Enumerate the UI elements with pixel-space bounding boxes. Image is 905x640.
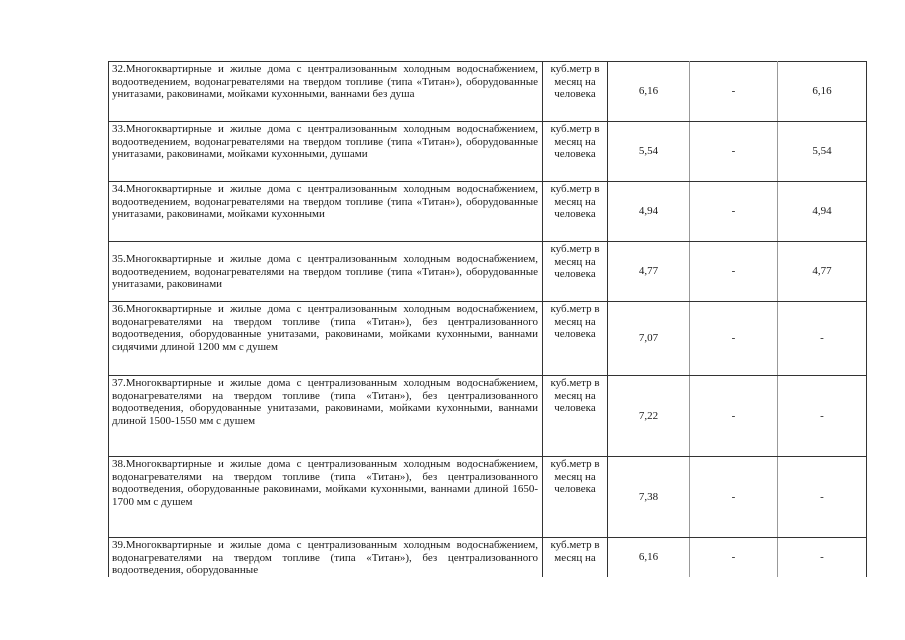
row-value-1: 4,94 <box>608 182 690 242</box>
table-row <box>109 457 867 538</box>
table-row <box>109 376 867 457</box>
row-description: 39.Многоквартирные и жилые дома с централизованным холодным водоснабжением, водонагревателями на твердом топливе (типа «Титан»), без централизованного водоотведения, оборудованные <box>109 538 543 578</box>
row-value-1: 6,16 <box>608 538 690 578</box>
row-description: 35.Многоквартирные и жилые дома с централизованным холодным водоснабжением, водоотведением, водонагревателями на твердом топливе (типа «Титан»), оборудованные унитазами, раковинами <box>109 242 543 302</box>
row-value-2: - <box>690 376 778 457</box>
row-value-1: 7,07 <box>608 302 690 376</box>
table-row <box>109 538 867 578</box>
table-row <box>109 62 867 122</box>
row-value-3: - <box>778 538 867 578</box>
row-value-1: 5,54 <box>608 122 690 182</box>
row-value-3: - <box>778 302 867 376</box>
row-value-2: - <box>690 302 778 376</box>
table-row <box>109 302 867 376</box>
table-row <box>109 242 867 302</box>
row-value-2: - <box>690 457 778 538</box>
row-description: 33.Многоквартирные и жилые дома с централизованным холодным водоснабжением, водоотведением, водонагревателями на твердом топливе (типа «Титан»), оборудованные унитазами, раковинами, мойками кухонными, душами <box>109 122 543 182</box>
consumption-norms-table <box>108 61 867 577</box>
row-description: 32.Многоквартирные и жилые дома с централизованным холодным водоснабжением, водоотведением, водонагревателями на твердом топливе (типа «Титан»), оборудованные унитазами, раковинами, мойками кухонными, ваннами без душа <box>109 62 543 122</box>
row-value-1: 6,16 <box>608 62 690 122</box>
row-unit: куб.метр в месяц на человека <box>543 242 608 302</box>
row-unit: куб.метр в месяц на человека <box>543 302 608 376</box>
table-row <box>109 182 867 242</box>
row-value-2: - <box>690 182 778 242</box>
row-unit: куб.метр в месяц на человека <box>543 62 608 122</box>
row-description: 38.Многоквартирные и жилые дома с централизованным холодным водоснабжением, водонагревателями на твердом топливе (типа «Титан»), без централизованного водоотведения, оборудованные раковинами, мойками кухонными, ваннами длиной 1650-1700 мм с душем <box>109 457 543 538</box>
table-row <box>109 122 867 182</box>
row-unit: куб.метр в месяц на человека <box>543 122 608 182</box>
row-unit: куб.метр в месяц на человека <box>543 182 608 242</box>
row-unit: куб.метр в месяц на человека <box>543 376 608 457</box>
row-value-2: - <box>690 62 778 122</box>
row-value-3: 6,16 <box>778 62 867 122</box>
row-value-1: 7,22 <box>608 376 690 457</box>
row-value-3: 4,94 <box>778 182 867 242</box>
row-description: 37.Многоквартирные и жилые дома с централизованным холодным водоснабжением, водонагревателями на твердом топливе (типа «Титан»), без централизованного водоотведения, оборудованные унитазами, раковинами, мойками кухонными, ваннами длиной 1500-1550 мм с душем <box>109 376 543 457</box>
row-unit: куб.метр в месяц на человека <box>543 457 608 538</box>
row-value-3: - <box>778 376 867 457</box>
row-unit: куб.метр в месяц на <box>543 538 608 578</box>
row-value-3: 5,54 <box>778 122 867 182</box>
row-value-2: - <box>690 242 778 302</box>
row-description: 36.Многоквартирные и жилые дома с централизованным холодным водоснабжением, водонагревателями на твердом топливе (типа «Титан»), без централизованного водоотведения, оборудованные унитазами, раковинами, мойками кухонными, ваннами сидячими длиной 1200 мм с душем <box>109 302 543 376</box>
row-value-3: - <box>778 457 867 538</box>
row-value-2: - <box>690 538 778 578</box>
row-description: 34.Многоквартирные и жилые дома с централизованным холодным водоснабжением, водоотведением, водонагревателями на твердом топливе (типа «Титан»), оборудованные унитазами, раковинами, мойками кухонными <box>109 182 543 242</box>
row-value-1: 7,38 <box>608 457 690 538</box>
row-value-3: 4,77 <box>778 242 867 302</box>
row-value-2: - <box>690 122 778 182</box>
row-value-1: 4,77 <box>608 242 690 302</box>
